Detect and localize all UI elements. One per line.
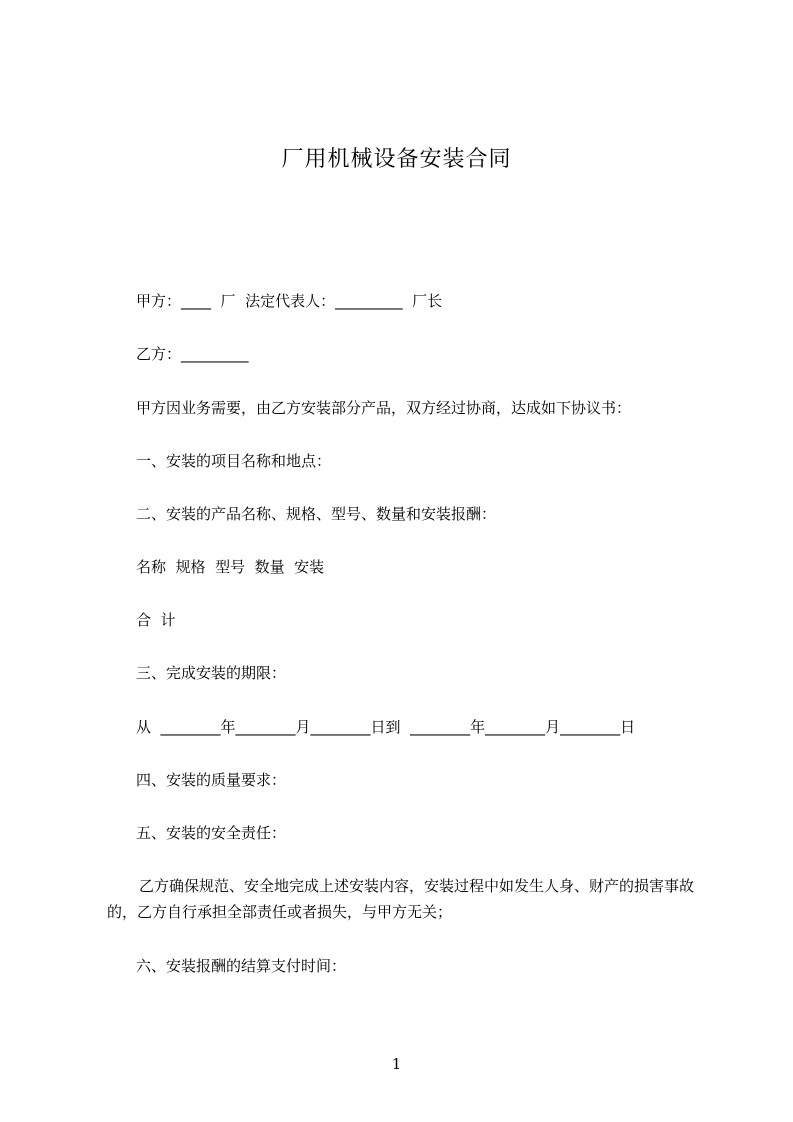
party-b-line: 乙方：_________ (136, 345, 249, 363)
period-line: 从 ________年________月________日到 ________年________月________日 (136, 718, 636, 736)
product-table-header: 名称 规格 型号 数量 安装 (136, 558, 325, 576)
section-3-heading: 三、完成安装的期限： (136, 664, 287, 682)
total-label: 合 计 (136, 611, 176, 629)
section-5-heading: 五、安装的安全责任： (136, 824, 287, 842)
section-6-heading: 六、安装报酬的结算支付时间： (136, 957, 347, 975)
safety-paragraph: 乙方确保规范、安全地完成上述安装内容，安装过程中如发生人身、财产的损害事故的，乙方自行承担全部责任或者损失，与甲方无关； (107, 877, 695, 921)
intro-text: 甲方因业务需要，由乙方安装部分产品，双方经过协商，达成如下协议书： (136, 399, 632, 417)
section-2-heading: 二、安装的产品名称、规格、型号、数量和安装报酬： (136, 505, 497, 523)
document-title: 厂用机械设备安装合同 (281, 147, 512, 172)
page-number: 1 (391, 1055, 402, 1073)
section-4-heading: 四、安装的质量要求： (136, 771, 287, 789)
section-1-heading: 一、安装的项目名称和地点： (136, 452, 332, 470)
party-a-line: 甲方：____ 厂 法定代表人：_________ 厂长 (136, 292, 443, 310)
